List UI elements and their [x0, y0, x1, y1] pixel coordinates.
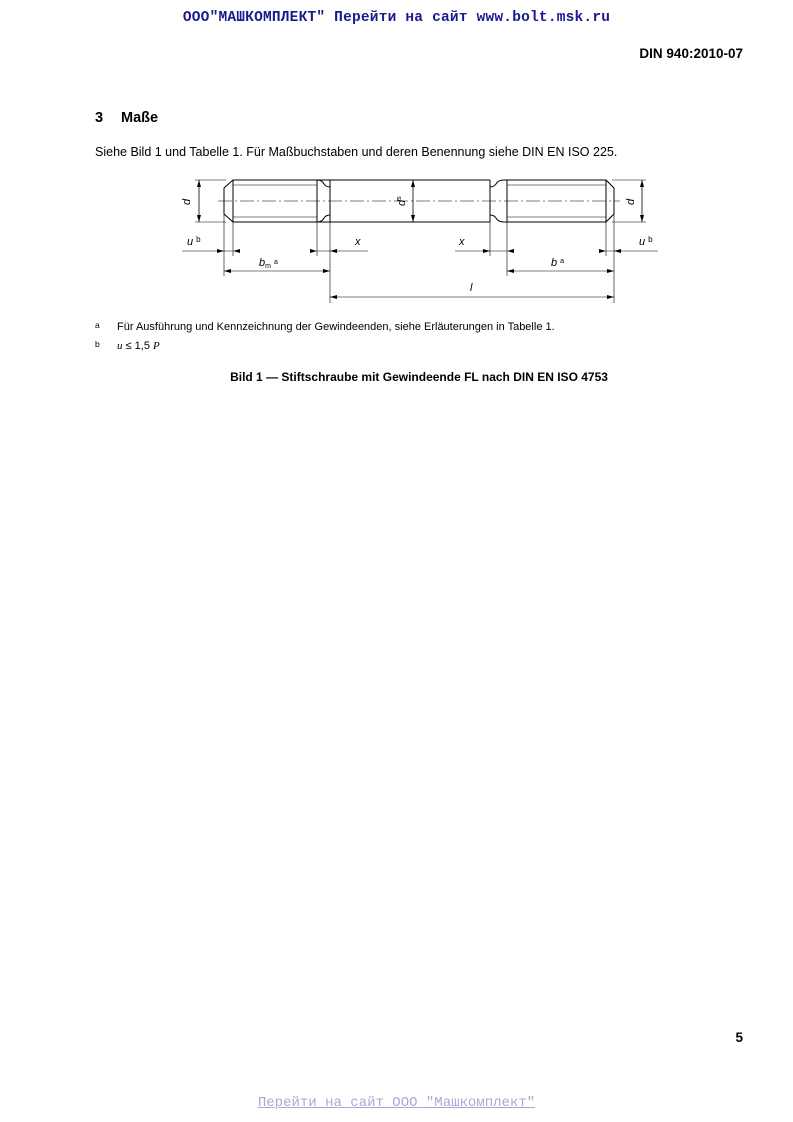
- footnote-a: [95, 321, 555, 333]
- footer-site-link[interactable]: Перейти на сайт ООО "Машкомплект": [257, 1095, 536, 1111]
- d-right-label: d: [625, 198, 637, 205]
- right-runout-bottom: [490, 215, 504, 222]
- footnote-b-mark: b: [95, 339, 100, 349]
- x-right-label: x: [459, 236, 465, 248]
- stud-bolt-drawing: [0, 0, 793, 320]
- bm-label: $bm^a$: [259, 257, 278, 270]
- footnote-b-var-u: u: [117, 340, 123, 352]
- l-label: l: [470, 282, 473, 294]
- right-runout-top: [490, 180, 504, 187]
- footnote-a-text: Für Ausführung und Kennzeichnung der Gewindeenden, siehe Erläuterungen in Tabelle 1.: [117, 321, 555, 333]
- document-number: DIN 940:2010-07: [639, 46, 743, 61]
- footnote-b-var-p: P: [153, 340, 160, 352]
- left-runout-top: [317, 180, 330, 187]
- section-title: Maße: [121, 110, 159, 126]
- section-number: 3: [95, 110, 104, 126]
- header-site-link[interactable]: ООО"МАШКОМПЛЕКТ" Перейти на сайт www.bolt.msk.ru: [182, 10, 611, 26]
- u-left-label: u $^b$: [187, 235, 201, 248]
- left-runout-bottom: [317, 215, 330, 222]
- b-label: b $^a$: [551, 257, 565, 269]
- d-left-label: d: [181, 198, 193, 205]
- figure-caption: Bild 1 — Stiftschraube mit Gewindeende FL nach DIN EN ISO 4753: [230, 370, 608, 384]
- page-number: 5: [735, 1030, 743, 1045]
- footnote-b: [95, 340, 160, 352]
- x-left-label: x: [355, 236, 361, 248]
- section-intro-text: Siehe Bild 1 und Tabelle 1. Für Maßbuchstaben und deren Benennung siehe DIN EN ISO 225.: [95, 145, 618, 159]
- ds-label: $d^s$: [396, 196, 408, 206]
- footnote-b-relation: ≤ 1,5: [122, 340, 153, 352]
- u-right-label: u $^b$: [639, 235, 653, 248]
- footnote-a-mark: a: [95, 320, 100, 330]
